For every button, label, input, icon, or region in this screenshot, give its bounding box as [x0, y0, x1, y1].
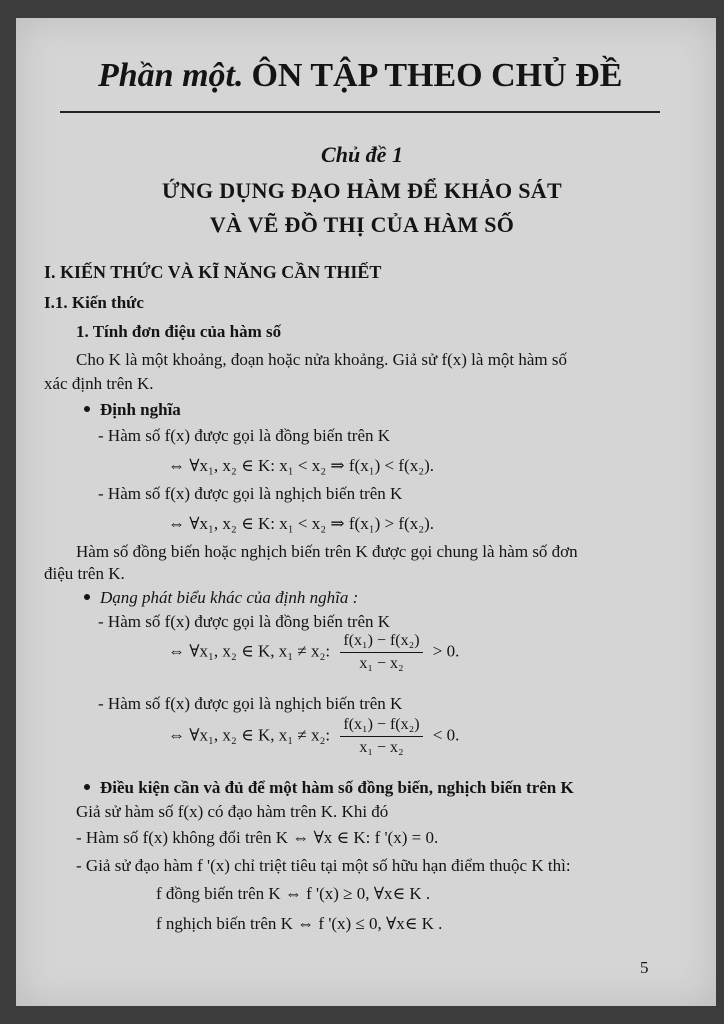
part-title-rest: ÔN TẬP THEO CHỦ ĐỀ — [251, 57, 623, 94]
condition-decreasing: f nghịch biến trên K ⇔ f '(x) ≤ 0, ∀x∈ K . — [156, 914, 443, 933]
definition-bullet: Định nghĩa — [84, 400, 181, 420]
condition-line-1: Giả sử hàm số f(x) có đạo hàm trên K. Khi đó — [76, 802, 389, 821]
definition-decreasing-formula: ⇔ ∀x₁, x₂ ∈ K: x₁ < x₂ ⇒ f(x₁) > f(x₂). — [168, 514, 435, 533]
part-title-italic: Phần một. — [98, 57, 244, 94]
alt-decreasing-formula: ⇔ ∀x₁, x₂ ∈ K, x₁ ≠ x₂: $\frac{\text{f(x₁) − f(x₂)}}{\text{x₁ − x₂}}$ < 0. — [168, 716, 460, 756]
definition-increasing: - Hàm số f(x) được gọi là đồng biến trên K — [98, 426, 391, 445]
alternative-definition-bullet: Dạng phát biểu khác của định nghĩa : — [84, 588, 358, 608]
part-title — [98, 57, 622, 95]
topic-subheading: 1. Tính đơn điệu của hàm số — [76, 322, 282, 341]
monotone-line-1: Hàm số đồng biến hoặc nghịch biến trên K được gọi chung là hàm số đơn — [76, 542, 578, 561]
difference-quotient: $\frac{\text{f(x₁) − f(x₂)}}{\text{x₁ − x₂}}$ — [340, 716, 422, 757]
alt-definition-increasing: - Hàm số f(x) được gọi là đồng biến trên K — [98, 612, 391, 631]
chapter-title-line1: ỨNG DỤNG ĐẠO HÀM ĐỂ KHẢO SÁT — [162, 178, 562, 203]
definition-decreasing: - Hàm số f(x) được gọi là nghịch biến trên K — [98, 484, 403, 503]
condition-increasing: f đồng biến trên K ⇔ f '(x) ≥ 0, ∀x∈ K . — [156, 884, 431, 903]
difference-quotient: $\frac{\text{f(x₁) − f(x₂)}}{\text{x₁ − x₂}}$ — [340, 632, 422, 673]
alt-increasing-formula: ⇔ ∀x₁, x₂ ∈ K, x₁ ≠ x₂: $\frac{\text{f(x₁) − f(x₂)}}{\text{x₁ − x₂}}$ > 0. — [168, 632, 460, 672]
alt-definition-decreasing: - Hàm số f(x) được gọi là nghịch biến trên K — [98, 694, 403, 713]
intro-line-2: xác định trên K. — [44, 374, 154, 393]
definition-increasing-formula: ⇔ ∀x₁, x₂ ∈ K: x₁ < x₂ ⇒ f(x₁) < f(x₂). — [168, 456, 435, 475]
condition-bullet: Điều kiện cần và đủ để một hàm số đồng biến, nghịch biến trên K — [84, 778, 574, 798]
intro-line-1: Cho K là một khoảng, đoạn hoặc nửa khoảng. Giả sử f(x) là một hàm số — [76, 350, 568, 369]
title-rule — [60, 111, 660, 113]
page-number: 5 — [640, 958, 649, 977]
bullet-dot — [84, 406, 90, 412]
bullet-dot — [84, 594, 90, 600]
condition-line-2: - Hàm số f(x) không đổi trên K ⇔ ∀x ∈ K: f '(x) = 0. — [76, 828, 439, 847]
monotone-line-2: điệu trên K. — [44, 564, 125, 583]
subsection-heading: I.1. Kiến thức — [44, 293, 144, 312]
condition-line-3: - Giả sử đạo hàm f '(x) chỉ triệt tiêu tại một số hữu hạn điểm thuộc K thì: — [76, 856, 571, 875]
section-heading: I. KIẾN THỨC VÀ KĨ NĂNG CẦN THIẾT — [44, 262, 382, 282]
chapter-title-line2: VÀ VẼ ĐỒ THỊ CỦA HÀM SỐ — [209, 212, 515, 237]
bullet-dot — [84, 784, 90, 790]
topic-heading: Chủ đề 1 — [321, 142, 403, 167]
